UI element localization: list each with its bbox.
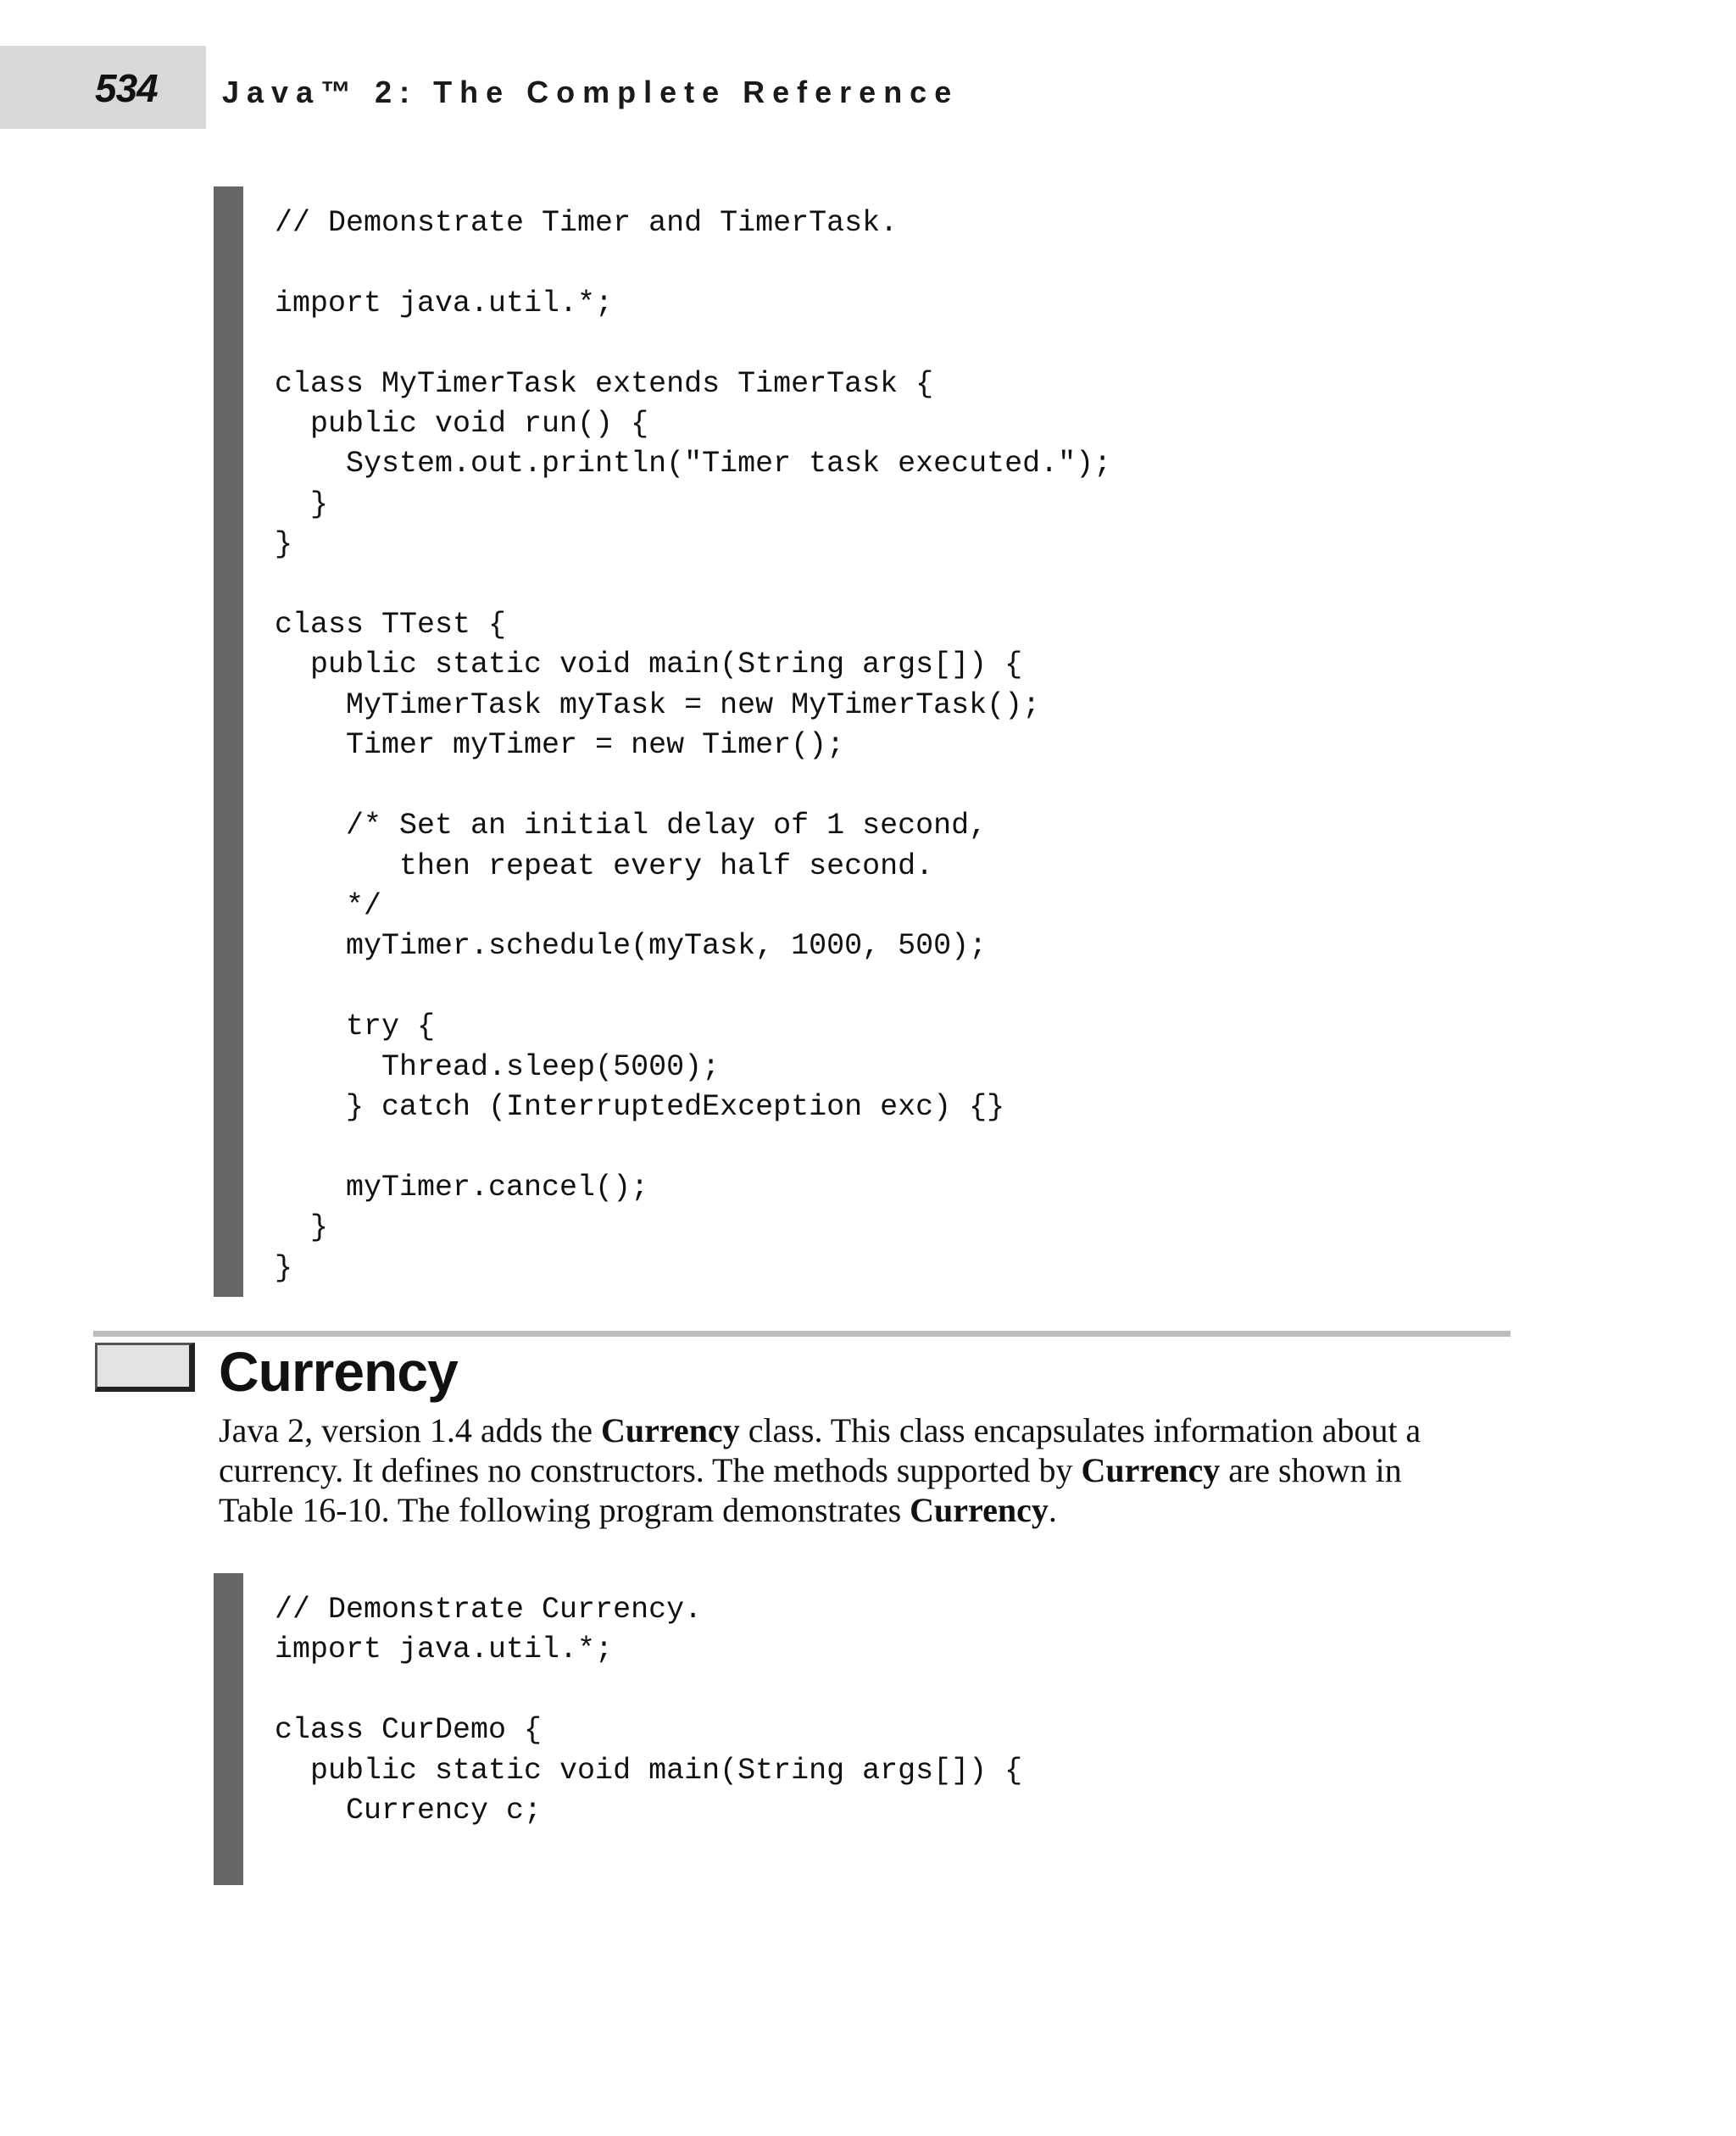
body-paragraph (219, 1410, 1517, 1530)
code-margin-bar (214, 186, 243, 1297)
section-marker-icon (95, 1343, 195, 1392)
class-name-emphasis: Currency (1081, 1451, 1221, 1489)
page-number: 534 (95, 66, 158, 110)
section-heading: Currency (219, 1340, 458, 1403)
section-divider-rule (93, 1331, 1511, 1337)
paragraph-line: currency. It defines no constructors. The methods supported by Currency are shown in (219, 1451, 1402, 1489)
class-name-emphasis: Currency (601, 1411, 740, 1449)
code-text: // Demonstrate Timer and TimerTask. import java.util.*; class MyTimerTask extends TimerTask { public void run() { System.out.println("Timer task executed."); } } class TTest { public static void main(String args[]) { MyTimerTask myTask = new MyTimerTask(); Timer myTimer = new Timer(); /* Set an initial delay of 1 second, then repeat every half second. */ myTimer.schedule(myTask, 1000, 500); try { Thread.sleep(5000); } catch (InterruptedException exc) {} myTimer.cancel(); } } (275, 206, 1112, 1285)
paragraph-line: Java 2, version 1.4 adds the Currency class. This class encapsulates information about a (219, 1411, 1422, 1449)
code-text: // Demonstrate Currency. import java.util.*; class CurDemo { public static void main(String args[]) { Currency c; (275, 1593, 1023, 1828)
class-name-emphasis: Currency (910, 1491, 1049, 1529)
code-margin-bar (214, 1573, 243, 1885)
running-head: Java™ 2: The Complete Reference (222, 75, 960, 109)
paragraph-line: Table 16-10. The following program demonstrates Currency. (219, 1491, 1057, 1529)
